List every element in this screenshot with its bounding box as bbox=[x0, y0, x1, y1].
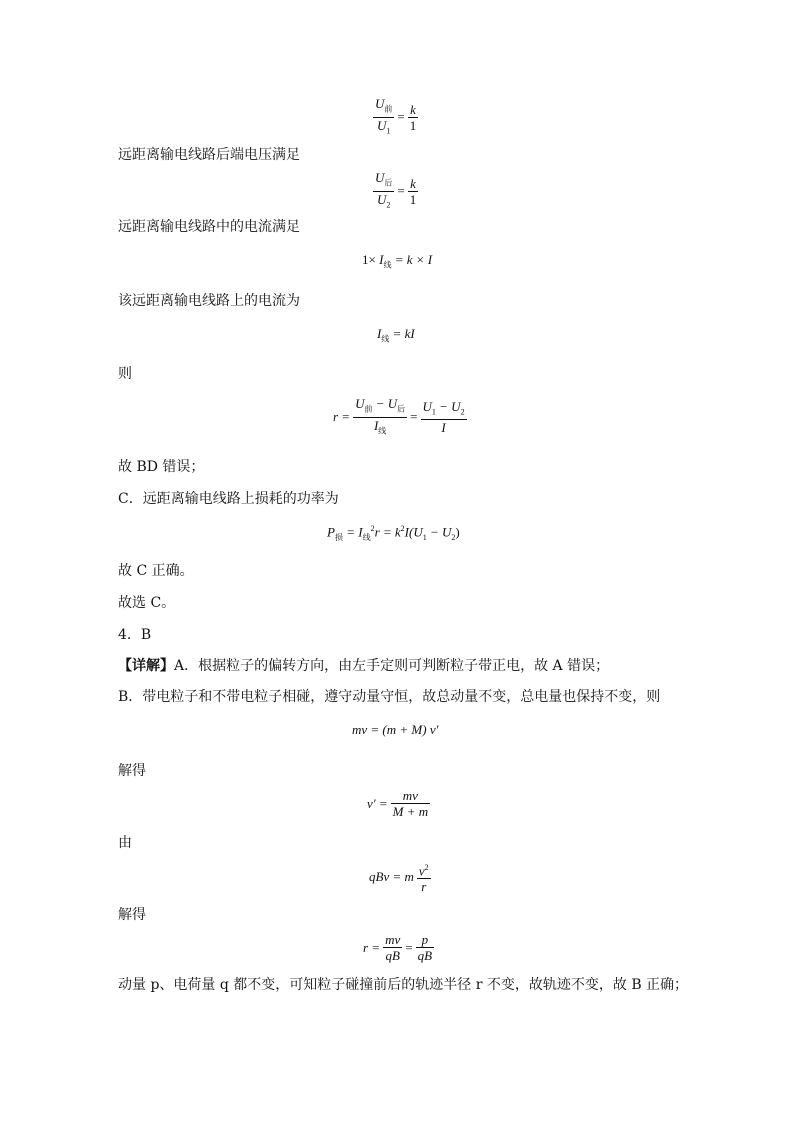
equation-voltage-rear-ratio: $\frac{U_后}{U_2}$ = $\frac{k}{1}$ bbox=[375, 170, 417, 210]
equation-current-relation: $1\times I_线 = k \times I$ bbox=[362, 252, 433, 270]
text-c-correct: 故 C 正确。 bbox=[118, 563, 194, 579]
text-solve-1: 解得 bbox=[118, 763, 146, 779]
text-option-c-power: C．远距离输电线路上损耗的功率为 bbox=[118, 491, 339, 507]
label-detailed-explanation: 【详解】 bbox=[118, 658, 174, 674]
text-explanation-a: 【详解】A．根据粒子的偏转方向，由左手定则可判断粒子带正电，故 A 错误； bbox=[118, 658, 610, 674]
equation-resistance: r = $\frac{U_前 - U_后}{I_线}$ = $\frac{U_1 - U_2}{I}$ bbox=[333, 396, 465, 436]
text-choose-c: 故选 C。 bbox=[118, 595, 176, 611]
equation-lorentz-force: qBv = m $\frac{v^2}{r}$ bbox=[366, 860, 431, 894]
equation-power-loss: $P_损 = I_线^2r = k^2I(U_1 - U_2)$ bbox=[327, 524, 460, 542]
equation-line-current: $I_线$ = kI bbox=[377, 326, 415, 344]
text-question-4-answer: 4．B bbox=[118, 627, 152, 643]
equation-radius: r = $\frac{mv}{qB}$ = $\frac{p}{qB}$ bbox=[363, 932, 433, 963]
text-bd-wrong: 故 BD 错误； bbox=[118, 459, 205, 475]
text-then: 则 bbox=[118, 366, 132, 382]
text-rear-voltage: 远距离输电线路后端电压满足 bbox=[118, 147, 300, 163]
equation-voltage-front-ratio: $\frac{U_前}{U_1}$ = $\frac{k}{1}$ bbox=[375, 96, 417, 136]
text-current-on-line: 该远距离输电线路上的电流为 bbox=[118, 293, 300, 309]
text-solve-2: 解得 bbox=[118, 907, 146, 923]
equation-velocity: v′ = $\frac{mv}{M + m}$ bbox=[367, 788, 429, 819]
equation-momentum: mv = (m + M) v′ bbox=[352, 722, 439, 737]
text-b-correct: 动量 p、电荷量 q 都不变，可知粒子碰撞前后的轨迹半径 r 不变，故轨迹不变，故 B 正确； bbox=[118, 977, 689, 993]
text-line-current: 远距离输电线路中的电流满足 bbox=[118, 219, 300, 235]
text-explanation-b: B．带电粒子和不带电粒子相碰，遵守动量守恒，故总动量不变，总电量也保持不变，则 bbox=[118, 689, 661, 705]
text-from: 由 bbox=[118, 835, 132, 851]
